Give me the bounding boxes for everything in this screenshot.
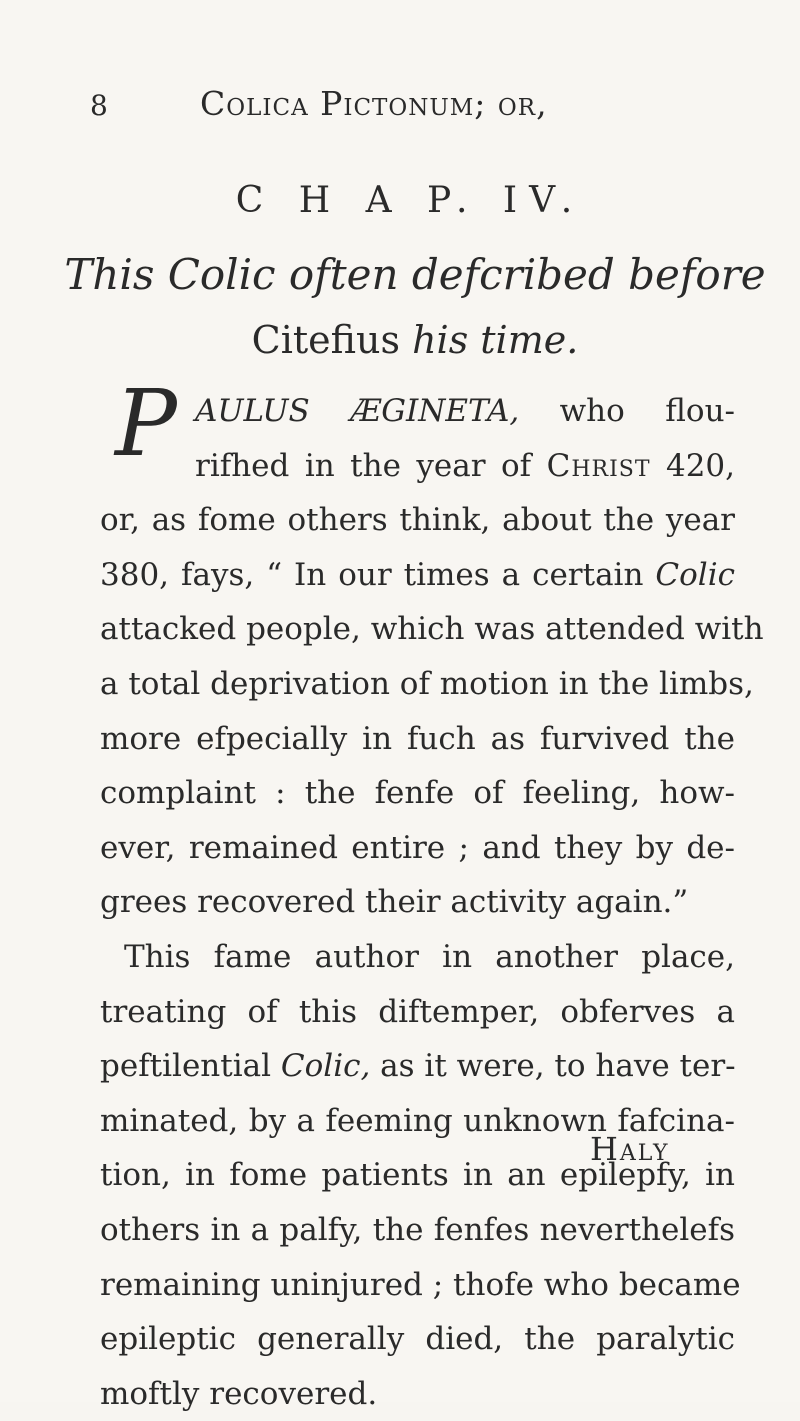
text-run: as it were, to have ter- — [370, 1048, 736, 1085]
text-line — [100, 1203, 735, 1258]
catchword: Haly — [590, 1130, 670, 1168]
text-run: Colic — [655, 556, 735, 593]
text-line — [100, 657, 754, 712]
page-number: 8 — [90, 89, 109, 122]
text-line — [100, 766, 735, 821]
text-line — [100, 985, 735, 1040]
text-run: minated, by a feeming unknown fafcina- — [100, 1102, 735, 1139]
subtitle-italic-part: his time. — [412, 318, 579, 362]
chapter-subtitle-line2 — [0, 318, 800, 362]
text-run: 420, — [650, 447, 735, 484]
text-run: Colic, — [280, 1048, 371, 1085]
chapter-heading: C H A P. IV. — [235, 180, 585, 221]
text-run: Christ — [546, 447, 651, 484]
subtitle-roman-part: Citefius — [251, 318, 400, 362]
text-line — [195, 439, 735, 494]
text-line — [100, 1039, 735, 1094]
text-run: who flou- — [519, 393, 736, 429]
text-run: or, as fome others think, about the year — [100, 502, 735, 539]
running-head — [90, 84, 710, 123]
text-line — [100, 548, 735, 603]
paragraph-2 — [100, 930, 741, 1421]
text-run: grees recovered their activity again.” — [100, 884, 689, 921]
running-title: Colica Pictonum; or, — [200, 84, 548, 123]
text-line — [100, 1312, 735, 1367]
text-run: ever, remained entire ; and they by de- — [100, 829, 735, 866]
text-run: moftly recovered. — [100, 1375, 378, 1412]
drop-cap: P — [115, 370, 177, 477]
text-run: more efpecially in fuch as furvived the — [100, 720, 735, 757]
text-run: This fame author in another place, — [124, 938, 735, 975]
text-run: 380, fays, “ In our times a certain — [100, 556, 656, 593]
text-run: attacked people, which was attended with — [100, 611, 764, 648]
text-run: tion, in fome patients in an epilepfy, in — [100, 1157, 735, 1194]
text-run: others in a palfy, the fenfes neverthelefs — [100, 1211, 735, 1248]
text-line — [100, 602, 764, 657]
paragraph-1 — [100, 384, 764, 930]
text-line — [100, 712, 735, 767]
text-line — [100, 493, 735, 548]
text-run: a total deprivation of motion in the limbs, — [100, 665, 754, 702]
text-run: rifhed in the year of — [195, 447, 547, 484]
text-run: remaining uninjured ; thofe who became — [100, 1266, 741, 1303]
chapter-subtitle-line1: This Colic often defcribed before — [64, 250, 766, 299]
text-run: AULUS ÆGINETA, — [195, 393, 520, 429]
text-run: epileptic generally died, the paralytic — [100, 1321, 735, 1358]
text-line — [100, 1258, 741, 1313]
body-text — [100, 370, 764, 1421]
text-line — [100, 821, 735, 876]
text-line — [195, 384, 735, 439]
text-line — [100, 930, 735, 985]
text-run: treating of this diftemper, obferves a — [100, 993, 735, 1030]
text-run: peftilential — [100, 1048, 281, 1085]
text-run: complaint : the fenfe of feeling, how- — [100, 775, 735, 812]
text-line — [100, 875, 735, 930]
text-line — [100, 1367, 735, 1421]
